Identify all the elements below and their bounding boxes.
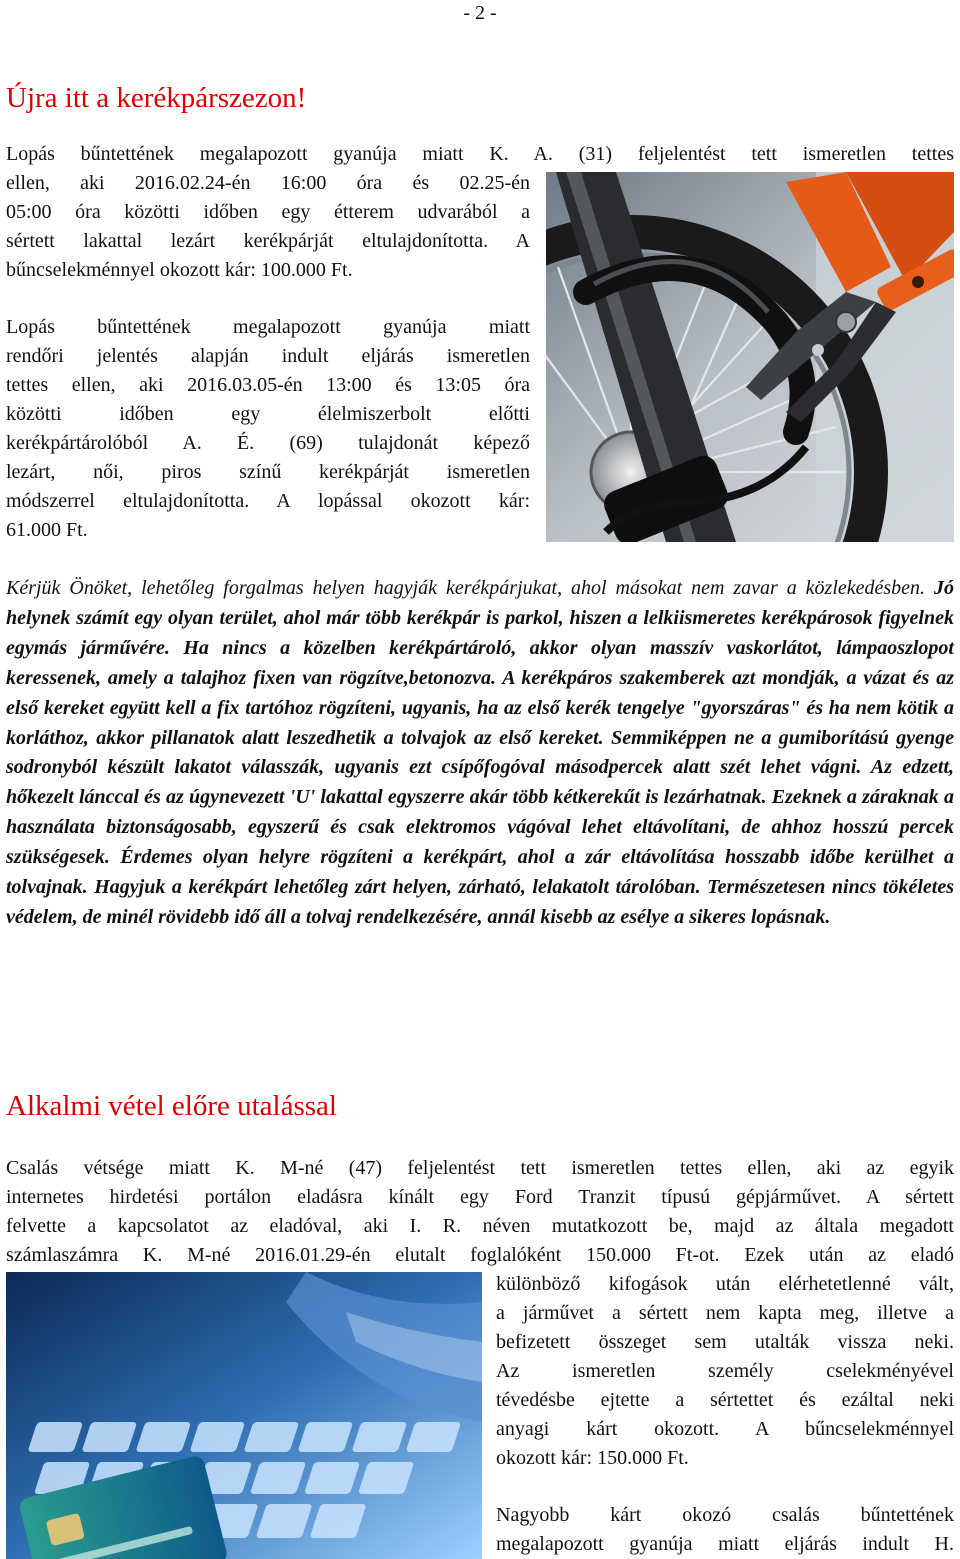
bicycle-lock-photo-graphic bbox=[546, 172, 954, 542]
advice-lead-sentence: Kérjük Önöket, lehetőleg forgalmas helyen hagyják kerékpárjukat, ahol másokat nem zavar a közlekedésben. bbox=[6, 577, 926, 599]
article2-paragraph-1-line: különböző kifogások után elérhetetlenné vált, bbox=[496, 1273, 954, 1295]
article2-paragraph-1-line: internetes hirdetési portálon eladásra kínált egy Ford Tranzit típusú gépjárművet. A sértett bbox=[6, 1186, 954, 1208]
article1-paragraph-2-line: lezárt, női, piros színű kerékpárját ismeretlen bbox=[6, 461, 530, 483]
article2-paragraph-1-line: Csalás vétsége miatt K. M-né (47) feljelentést tett ismeretlen tettes ellen, aki az egyik bbox=[6, 1157, 954, 1179]
article2-paragraph-1-line: tévedésbe ejtette a sértettet és ezáltal neki bbox=[496, 1389, 954, 1411]
article2-paragraph-1-line: befizetett összeget sem utalták vissza neki. bbox=[496, 1331, 954, 1353]
keyboard-credit-card-photo bbox=[6, 1272, 482, 1559]
article1-paragraph-2-line: rendőri jelentés alapján indult eljárás ismeretlen bbox=[6, 345, 530, 367]
article1-advice-paragraph bbox=[6, 574, 954, 933]
article-title-bike-season: Újra itt a kerékpárszezon! bbox=[6, 82, 307, 114]
keyboard-credit-card-photo-graphic bbox=[6, 1272, 482, 1559]
article1-paragraph-1-line: bűncselekménnyel okozott kár: 100.000 Ft. bbox=[6, 259, 353, 281]
article1-paragraph-2-line: kerékpártárolóból A. É. (69) tulajdonát képező bbox=[6, 432, 530, 454]
article2-paragraph-1-line: felvette a kapcsolatot az eladóval, aki I. R. néven mutatkozott be, majd az általa megadott bbox=[6, 1215, 954, 1237]
article1-paragraph-1-line: ellen, aki 2016.02.24-én 16:00 óra és 02.25-én bbox=[6, 172, 530, 194]
advice-body-text: Jó helynek számít egy olyan terület, ahol már több kerékpár is parkol, hiszen a lelkiismeretes kerékpárosok figyelnek egymás járművére. Ha nincs a közelben kerékpártároló, akkor olyan masszív vaskorlátot, lámpaoszlopot keressenek, amely a talajhoz fixen van rögzítve,betonozva. A kerékpáros szakemberek azt mondják, a vázat és az első kereket együtt kell a fix tartóhoz rögzíteni, ugyanis, ha az első kerék tengelye "gyorszáras" és ha nem kötik a korláthoz, akkor pillanatok alatt leszedhetik a tolvajok az első kereket. Semmiképpen ne a gumiborítású gyenge sodronyból készült lakatot válasszák, ugyanis ezt csípőfogóval másodpercek alatt szét lehet vágni. Az edzett, hőkezelt lánccal és az úgynevezett 'U' lakattal egyszerre akár több kétkerekűt is lezárhatnak. Ezeknek a záraknak a használata biztonságosabb, egyszerű és csak elektromos vágóval lehet eltávolítani, de ahhoz hosszú percek szükségesek. Érdemes olyan helyre rögzíteni a kerékpárt, ahol a zár eltávolítása hosszabb időbe kerülhet a tolvajnak. Hagyjuk a kerékpárt lehetőleg zárt helyen, zárható, lelakatolt tárolóban. Természetesen nincs tökéletes védelem, de minél rövidebb idő áll a tolvaj rendelkezésére, annál kisebb az esélye a sikeres lopásnak. bbox=[6, 577, 955, 928]
article2-paragraph-2-line: megalapozott gyanúja miatt eljárás indult H. bbox=[496, 1533, 954, 1555]
article1-paragraph-2-line: Lopás bűntettének megalapozott gyanúja miatt bbox=[6, 316, 530, 338]
bicycle-lock-photo bbox=[546, 172, 954, 542]
article1-paragraph-2-line: módszerrel eltulajdonította. A lopással okozott kár: bbox=[6, 490, 530, 512]
article1-paragraph-1-line: 05:00 óra közötti időben egy étterem udvarából a bbox=[6, 201, 530, 223]
article1-paragraph-1-full: Lopás bűntettének megalapozott gyanúja miatt K. A. (31) feljelentést tett ismeretlen tettes bbox=[6, 143, 954, 165]
article1-paragraph-2-line: közötti időben egy élelmiszerbolt előtti bbox=[6, 403, 530, 425]
article-title-prepayment-fraud: Alkalmi vétel előre utalással bbox=[6, 1090, 337, 1122]
article2-paragraph-1-line: okozott kár: 150.000 Ft. bbox=[496, 1447, 689, 1469]
article2-paragraph-1-line: anyagi kárt okozott. A bűncselekménnyel bbox=[496, 1418, 954, 1440]
article2-paragraph-1-line: Az ismeretlen személy cselekményével bbox=[496, 1360, 954, 1382]
page-number: - 2 - bbox=[463, 2, 497, 24]
article1-paragraph-1-line: sértett lakattal lezárt kerékpárját eltulajdonította. A bbox=[6, 230, 530, 252]
article1-paragraph-2-line: tettes ellen, aki 2016.03.05-én 13:00 és 13:05 óra bbox=[6, 374, 530, 396]
article2-paragraph-1-line: a járművet a sértett nem kapta meg, illetve a bbox=[496, 1302, 954, 1324]
article1-paragraph-2-line: 61.000 Ft. bbox=[6, 519, 88, 541]
article2-paragraph-2-line: Nagyobb kárt okozó csalás bűntettének bbox=[496, 1504, 954, 1526]
article2-paragraph-1-line: számlaszámra K. M-né 2016.01.29-én elutalt foglalóként 150.000 Ft-ot. Ezek után az eladó bbox=[6, 1244, 954, 1266]
